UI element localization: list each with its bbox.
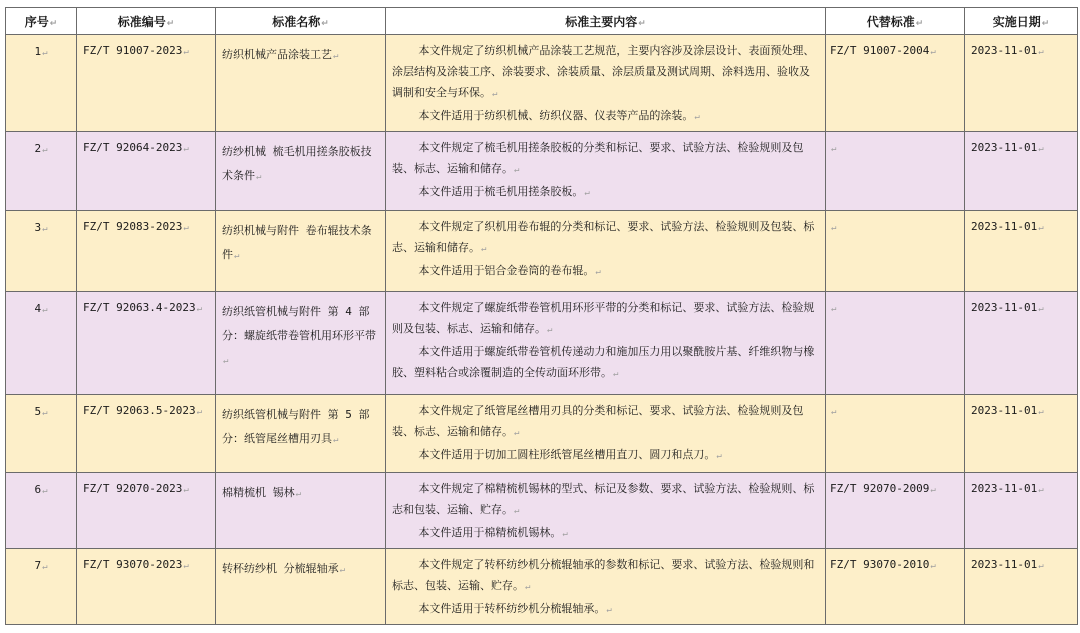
cell-date: 2023-11-01↵ xyxy=(965,395,1078,473)
cell-code: FZ/T 92063.5-2023↵ xyxy=(77,395,216,473)
cell-content: 本文件规定了梳毛机用搓条胶板的分类和标记、要求、试验方法、检验规则及包装、标志、运输和储存。↵ 本文件适用于梳毛机用搓条胶板。↵ xyxy=(386,132,826,211)
cell-content: 本文件规定了织机用卷布辊的分类和标记、要求、试验方法、检验规则及包装、标志、运输和储存。↵ 本文件适用于铝合金卷筒的卷布辊。↵ xyxy=(386,211,826,292)
cell-replaces: ↵ xyxy=(826,132,965,211)
header-code: 标准编号↵ xyxy=(77,8,216,35)
cell-code: FZ/T 92063.4-2023↵ xyxy=(77,292,216,395)
table-row xyxy=(6,549,1078,625)
table-row xyxy=(6,132,1078,211)
table-row xyxy=(6,35,1078,132)
cell-no: 7↵ xyxy=(6,549,77,625)
cell-no: 2↵ xyxy=(6,132,77,211)
cell-date: 2023-11-01↵ xyxy=(965,132,1078,211)
cell-replaces: ↵ xyxy=(826,395,965,473)
cell-content: 本文件规定了纸管尾丝槽用刃具的分类和标记、要求、试验方法、检验规则及包装、标志、运输和储存。↵ 本文件适用于切加工圆柱形纸管尾丝槽用直刀、圆刀和点刀。↵ xyxy=(386,395,826,473)
cell-code: FZ/T 91007-2023↵ xyxy=(77,35,216,132)
cell-no: 5↵ xyxy=(6,395,77,473)
cell-name: 纺织纸管机械与附件 第 4 部分：螺旋纸带卷管机用环形平带↵ xyxy=(216,292,386,395)
cell-date: 2023-11-01↵ xyxy=(965,292,1078,395)
header-replaces: 代替标准↵ xyxy=(826,8,965,35)
table-row xyxy=(6,292,1078,395)
cell-no: 3↵ xyxy=(6,211,77,292)
cell-code: FZ/T 92064-2023↵ xyxy=(77,132,216,211)
cell-date: 2023-11-01↵ xyxy=(965,473,1078,549)
cell-no: 4↵ xyxy=(6,292,77,395)
cell-name: 纺纱机械 梳毛机用搓条胶板技术条件↵ xyxy=(216,132,386,211)
cell-date: 2023-11-01↵ xyxy=(965,549,1078,625)
cell-code: FZ/T 93070-2023↵ xyxy=(77,549,216,625)
cell-content: 本文件规定了转杯纺纱机分梳辊轴承的参数和标记、要求、试验方法、检验规则和标志、包装、运输、贮存。↵ 本文件适用于转杯纺纱机分梳辊轴承。↵ xyxy=(386,549,826,625)
cell-replaces: FZ/T 93070-2010↵ xyxy=(826,549,965,625)
header-content: 标准主要内容↵ xyxy=(386,8,826,35)
header-row xyxy=(6,8,1078,35)
cell-content: 本文件规定了螺旋纸带卷管机用环形平带的分类和标记、要求、试验方法、检验规则及包装、标志、运输和储存。↵ 本文件适用于螺旋纸带卷管机传递动力和施加压力用以聚酰胺片基、纤维织物与橡胶、塑料粘合或涂覆制造的全传动面环形带。↵ xyxy=(386,292,826,395)
cell-replaces: ↵ xyxy=(826,211,965,292)
cell-no: 6↵ xyxy=(6,473,77,549)
cell-name: 纺织机械产品涂装工艺↵ xyxy=(216,35,386,132)
cell-code: FZ/T 92083-2023↵ xyxy=(77,211,216,292)
cell-content: 本文件规定了纺织机械产品涂装工艺规范，主要内容涉及涂层设计、表面预处理、涂层结构及涂装工序、涂装要求、涂装质量、涂层质量及测试周期、涂料选用、验收及调制和安全与环保。↵ 本文件适用于纺织机械、纺织仪器、仪表等产品的涂装。↵ xyxy=(386,35,826,132)
header-date: 实施日期↵ xyxy=(965,8,1078,35)
header-no: 序号↵ xyxy=(6,8,77,35)
cell-name: 纺织机械与附件 卷布辊技术条件↵ xyxy=(216,211,386,292)
cell-name: 转杯纺纱机 分梳辊轴承↵ xyxy=(216,549,386,625)
cell-code: FZ/T 92070-2023↵ xyxy=(77,473,216,549)
cell-replaces: ↵ xyxy=(826,292,965,395)
header-name: 标准名称↵ xyxy=(216,8,386,35)
standards-table xyxy=(5,7,1078,625)
cell-date: 2023-11-01↵ xyxy=(965,35,1078,132)
cell-content: 本文件规定了棉精梳机锡林的型式、标记及参数、要求、试验方法、检验规则、标志和包装、运输、贮存。↵ 本文件适用于棉精梳机锡林。↵ xyxy=(386,473,826,549)
table-row xyxy=(6,211,1078,292)
cell-date: 2023-11-01↵ xyxy=(965,211,1078,292)
cell-no: 1↵ xyxy=(6,35,77,132)
cell-name: 纺织纸管机械与附件 第 5 部分：纸管尾丝槽用刃具↵ xyxy=(216,395,386,473)
cell-replaces: FZ/T 92070-2009↵ xyxy=(826,473,965,549)
table-row xyxy=(6,473,1078,549)
cell-name: 棉精梳机 锡林↵ xyxy=(216,473,386,549)
table-row xyxy=(6,395,1078,473)
cell-replaces: FZ/T 91007-2004↵ xyxy=(826,35,965,132)
